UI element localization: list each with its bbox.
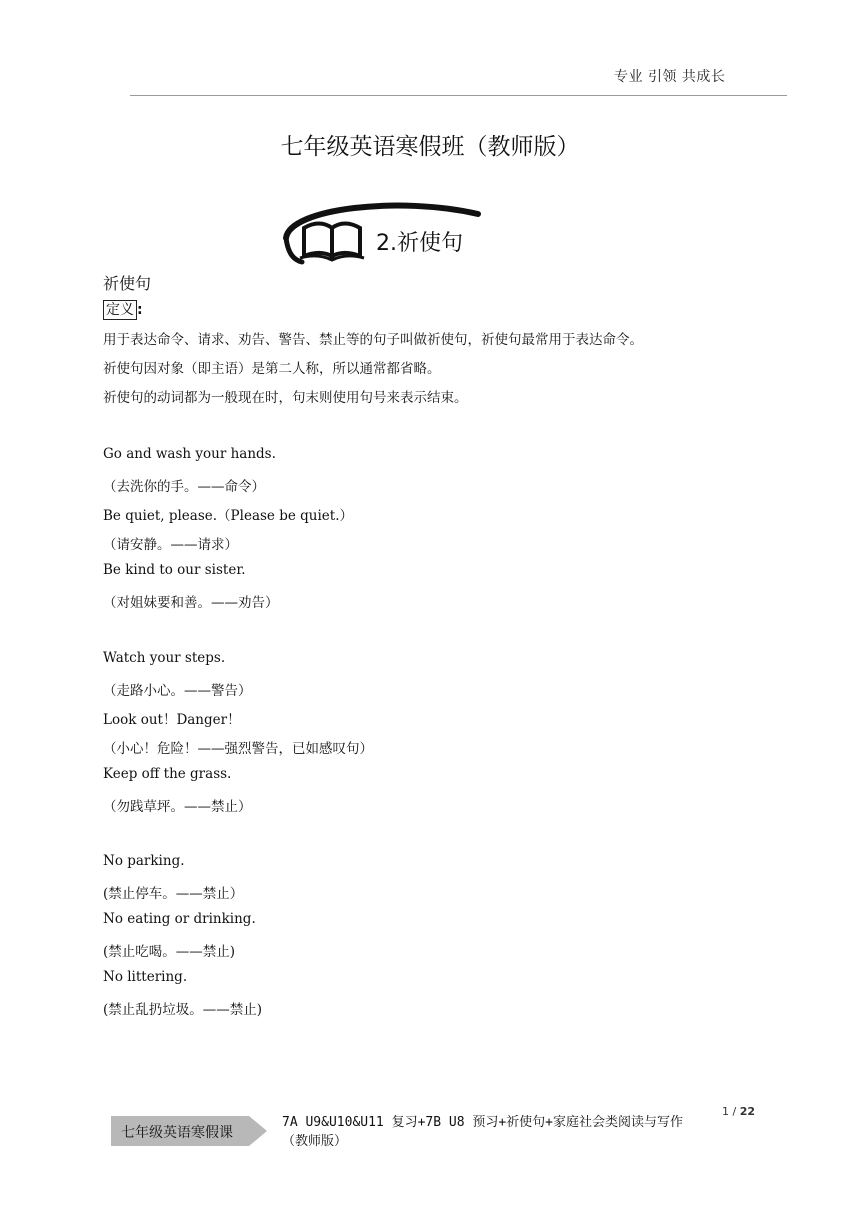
definition-colon: : [137, 302, 143, 318]
header-tagline: 专业 引领 共成长 [614, 69, 726, 85]
footer-course-line: （教师版） [282, 1134, 348, 1149]
footer-badge-label: 七年级英语寒假课 [121, 1125, 233, 1141]
page-total: 22 [739, 1105, 756, 1118]
footer-badge [111, 1116, 267, 1146]
page-current: 1 [722, 1105, 729, 1118]
definition-line: 祈使句因对象（即主语）是第二人称，所以通常都省略。 [103, 361, 441, 377]
definition-label: 定义 [103, 300, 137, 320]
example-chinese: (禁止停车。——禁止） [103, 886, 244, 902]
footer-course-line: 7A U9&U10&U11 复习+7B U8 预习+祈使句+家庭社会类阅读与写作 [282, 1115, 684, 1130]
header-rule [130, 95, 787, 96]
definition-row [103, 300, 143, 320]
example-chinese: （去洗你的手。——命令） [103, 479, 265, 495]
example-chinese: (禁止乱扔垃圾。——禁止) [103, 1002, 263, 1018]
example-english: No eating or drinking. [103, 911, 256, 927]
example-english: Be quiet, please.（Please be quiet.） [103, 508, 353, 524]
example-chinese: (禁止吃喝。——禁止) [103, 944, 236, 960]
example-english: No parking. [103, 853, 185, 869]
topic-heading: 祈使句 [103, 274, 152, 293]
example-english: No littering. [103, 969, 188, 985]
definition-line: 用于表达命令、请求、劝告、警告、禁止等的句子叫做祈使句，祈使句最常用于表达命令。 [103, 332, 643, 348]
document-title: 七年级英语寒假班（教师版） [280, 134, 580, 160]
definition-line: 祈使句的动词都为一般现在时，句末则使用句号来表示结束。 [103, 390, 468, 406]
example-chinese: （小心！危险！——强烈警告，已如感叹句） [103, 741, 373, 757]
example-english: Go and wash your hands. [103, 446, 276, 462]
section-banner [280, 198, 520, 268]
example-english: Be kind to our sister. [103, 562, 246, 578]
page-separator: / [729, 1105, 740, 1118]
footer-course-title [282, 1113, 722, 1151]
example-english: Look out！Danger！ [103, 712, 241, 728]
example-english: Watch your steps. [103, 650, 226, 666]
example-chinese: （勿践草坪。——禁止） [103, 799, 252, 815]
example-english: Keep off the grass. [103, 766, 232, 782]
example-chinese: （请安静。——请求） [103, 537, 238, 553]
example-chinese: （走路小心。——警告） [103, 683, 252, 699]
example-chinese: （对姐妹要和善。——劝告） [103, 595, 279, 611]
section-heading: 2.祈使句 [376, 231, 463, 256]
page-number [722, 1105, 755, 1118]
